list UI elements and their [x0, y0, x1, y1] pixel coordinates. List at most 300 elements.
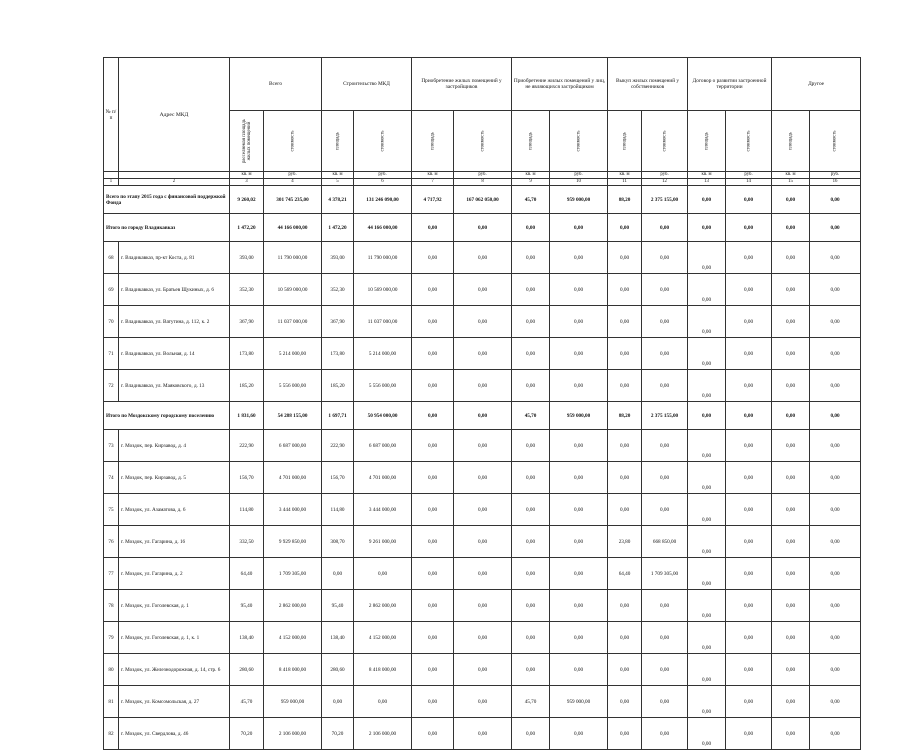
value-cell: 0,00 [512, 242, 550, 274]
value-cell: 0,00 [772, 526, 810, 558]
unit-cell: руб. [550, 172, 608, 179]
value-cell: 0,00 [642, 686, 688, 718]
table-row [104, 370, 861, 402]
resettlement-table [103, 57, 861, 750]
value-cell: 0,00 [642, 338, 688, 370]
group-header-construction: Строительство МКД [322, 58, 412, 111]
value-cell: 95,40 [322, 590, 354, 622]
value-cell: 0,00 [412, 590, 454, 622]
value-cell: 0,00 [454, 306, 512, 338]
column-number: 10 [550, 179, 608, 186]
unit-cell: руб. [810, 172, 861, 179]
value-cell: 0,00 [772, 462, 810, 494]
value-cell: 4 152 000,00 [264, 622, 322, 654]
value-cell: 1 709 305,00 [642, 558, 688, 590]
value-cell: 0,00 [642, 622, 688, 654]
subheader-area: площадь [430, 132, 436, 150]
address-cell: г. Моздок, ул. Азаматова, д. 6 [119, 494, 230, 526]
value-cell: 0,00 [772, 370, 810, 402]
value-cell: 0,00 [454, 590, 512, 622]
value-cell: 1 472,20 [322, 214, 354, 242]
value-cell: 222,90 [230, 430, 264, 462]
value-cell: 2 375 155,00 [642, 186, 688, 214]
group-header-purchase-developers: Приобретение жилых помещений у застройщиков [412, 58, 512, 111]
value-cell: 0,00 [550, 242, 608, 274]
address-cell: г. Моздок, ул. Гагарина, д. 2 [119, 558, 230, 590]
address-cell: г. Моздок, пер. Кирзавод, д. 5 [119, 462, 230, 494]
subheader-cost: стоимость [380, 130, 385, 152]
value-cell: 1 697,71 [322, 402, 354, 430]
value-cell: 156,70 [322, 462, 354, 494]
value-cell: 9 929 850,00 [264, 526, 322, 558]
value-cell: 959 000,00 [264, 686, 322, 718]
value-cell: 0,00 [726, 186, 772, 214]
unit-cell: руб. [726, 172, 772, 179]
value-cell: 0,00 [772, 430, 810, 462]
value-cell: 308,70 [322, 526, 354, 558]
value-cell: 0,00 [688, 558, 726, 590]
value-cell: 0,00 [772, 558, 810, 590]
value-cell: 0,00 [642, 718, 688, 750]
group-header-total: Всего [230, 58, 322, 111]
value-cell: 0,00 [608, 214, 642, 242]
column-number: 12 [642, 179, 688, 186]
value-cell: 0,00 [454, 654, 512, 686]
value-cell: 0,00 [772, 186, 810, 214]
value-cell: 0,00 [608, 718, 642, 750]
value-cell: 0,00 [772, 590, 810, 622]
value-cell: 0,00 [412, 654, 454, 686]
value-cell: 5 556 000,00 [264, 370, 322, 402]
value-cell: 0,00 [726, 306, 772, 338]
column-number: 5 [322, 179, 354, 186]
value-cell: 44 166 000,00 [354, 214, 412, 242]
value-cell: 0,00 [512, 214, 550, 242]
group-header-other: Другое [772, 58, 861, 111]
subtotal-label: Итого по городу Владикавказ [104, 214, 230, 242]
value-cell: 0,00 [810, 654, 861, 686]
value-cell: 0,00 [412, 370, 454, 402]
table-row [104, 430, 861, 462]
subtotal-label: Всего по этапу 2015 года с финансовой поддержкой Фонда [104, 186, 230, 214]
address-cell: г. Моздок, ул. Комсомольская, д. 27 [119, 686, 230, 718]
value-cell: 0,00 [688, 274, 726, 306]
table-row [104, 686, 861, 718]
value-cell: 0,00 [642, 462, 688, 494]
value-cell: 0,00 [608, 462, 642, 494]
value-cell: 0,00 [688, 654, 726, 686]
value-cell: 0,00 [772, 242, 810, 274]
row-number: 72 [104, 370, 119, 402]
table-row [104, 590, 861, 622]
value-cell: 4 378,21 [322, 186, 354, 214]
value-cell: 352,30 [322, 274, 354, 306]
value-cell: 0,00 [512, 370, 550, 402]
address-cell: г. Владикавказ, пр-кт Коста, д. 81 [119, 242, 230, 274]
value-cell: 0,00 [688, 306, 726, 338]
value-cell: 0,00 [688, 494, 726, 526]
column-number: 6 [354, 179, 412, 186]
value-cell: 0,00 [726, 590, 772, 622]
value-cell: 301 745 235,00 [264, 186, 322, 214]
value-cell: 0,00 [772, 402, 810, 430]
value-cell: 0,00 [810, 370, 861, 402]
value-cell: 0,00 [642, 370, 688, 402]
column-number-row [104, 179, 861, 186]
value-cell: 0,00 [454, 242, 512, 274]
value-cell: 88,20 [608, 402, 642, 430]
value-cell: 0,00 [550, 462, 608, 494]
value-cell: 393,00 [230, 242, 264, 274]
value-cell: 0,00 [810, 462, 861, 494]
value-cell: 11 790 000,00 [354, 242, 412, 274]
value-cell: 0,00 [726, 370, 772, 402]
value-cell: 367,90 [230, 306, 264, 338]
value-cell: 131 246 090,00 [354, 186, 412, 214]
value-cell: 0,00 [688, 686, 726, 718]
value-cell: 0,00 [412, 526, 454, 558]
value-cell: 0,00 [412, 306, 454, 338]
row-number: 78 [104, 590, 119, 622]
value-cell: 0,00 [512, 430, 550, 462]
table-row [104, 306, 861, 338]
unit-cell: кв. м [230, 172, 264, 179]
value-cell: 0,00 [772, 494, 810, 526]
value-cell: 0,00 [412, 338, 454, 370]
value-cell: 45,70 [512, 186, 550, 214]
value-cell: 0,00 [412, 274, 454, 306]
value-cell: 0,00 [810, 494, 861, 526]
value-cell: 0,00 [550, 274, 608, 306]
value-cell: 0,00 [810, 590, 861, 622]
subheader-cost: стоимость [290, 130, 295, 152]
group-header-buyout: Выкуп жилых помещений у собственников [608, 58, 688, 111]
document-sheet [103, 57, 840, 750]
column-number: 3 [230, 179, 264, 186]
address-cell: г. Владикавказ, ул. Братьев Щукиных, д. 6 [119, 274, 230, 306]
value-cell: 0,00 [512, 718, 550, 750]
address-cell: г. Моздок, ул. Свердлова, д. 46 [119, 718, 230, 750]
value-cell: 0,00 [550, 718, 608, 750]
value-cell: 0,00 [454, 494, 512, 526]
value-cell: 0,00 [412, 242, 454, 274]
value-cell: 167 062 050,00 [454, 186, 512, 214]
value-cell: 2 106 000,00 [264, 718, 322, 750]
group-header-purchase-non-developers: Приобретение жилых помещений у лиц, не являющихся застройщиком [512, 58, 608, 111]
value-cell: 0,00 [608, 686, 642, 718]
value-cell: 0,00 [688, 526, 726, 558]
value-cell: 0,00 [412, 402, 454, 430]
value-cell: 8 418 000,00 [354, 654, 412, 686]
table-row [104, 622, 861, 654]
value-cell: 0,00 [810, 274, 861, 306]
value-cell: 173,80 [230, 338, 264, 370]
value-cell: 0,00 [688, 402, 726, 430]
value-cell: 0,00 [512, 654, 550, 686]
address-cell: г. Владикавказ, ул. Маяковского, д. 13 [119, 370, 230, 402]
value-cell: 50 954 000,00 [354, 402, 412, 430]
value-cell: 70,20 [230, 718, 264, 750]
value-cell: 4 717,92 [412, 186, 454, 214]
value-cell: 0,00 [810, 430, 861, 462]
address-cell: г. Моздок, ул. Железнодорожная, д. 14, стр. 6 [119, 654, 230, 686]
column-number: 9 [512, 179, 550, 186]
row-number: 69 [104, 274, 119, 306]
value-cell: 0,00 [726, 242, 772, 274]
value-cell: 0,00 [726, 430, 772, 462]
unit-cell: руб. [454, 172, 512, 179]
value-cell: 11 037 000,00 [264, 306, 322, 338]
value-cell: 0,00 [810, 242, 861, 274]
value-cell: 0,00 [550, 494, 608, 526]
number-column-header: № п/п [104, 58, 119, 172]
value-cell: 0,00 [642, 306, 688, 338]
subtotal-label: Итого по Моздокскому городскому поселению [104, 402, 230, 430]
value-cell: 64,40 [230, 558, 264, 590]
value-cell: 0,00 [810, 214, 861, 242]
value-cell: 10 569 000,00 [354, 274, 412, 306]
value-cell: 668 850,00 [642, 526, 688, 558]
units-row [104, 172, 861, 179]
value-cell: 185,20 [322, 370, 354, 402]
value-cell: 0,00 [810, 718, 861, 750]
value-cell: 0,00 [810, 686, 861, 718]
value-cell: 0,00 [642, 274, 688, 306]
value-cell: 5 556 000,00 [354, 370, 412, 402]
address-cell: г. Владикавказ, ул. Вольная, д. 14 [119, 338, 230, 370]
unit-cell: кв. м [688, 172, 726, 179]
value-cell: 0,00 [688, 718, 726, 750]
value-cell: 0,00 [772, 338, 810, 370]
value-cell: 959 000,00 [550, 686, 608, 718]
subheader-area: площадь [528, 132, 534, 150]
value-cell: 0,00 [454, 402, 512, 430]
value-cell: 0,00 [726, 338, 772, 370]
value-cell: 4 152 000,00 [354, 622, 412, 654]
value-cell: 0,00 [550, 214, 608, 242]
group-header-territory-development: Договор о развитии застроенной территории [688, 58, 772, 111]
value-cell: 0,00 [354, 558, 412, 590]
unit-cell: кв. м [512, 172, 550, 179]
value-cell: 0,00 [454, 462, 512, 494]
value-cell: 0,00 [810, 622, 861, 654]
value-cell: 0,00 [772, 306, 810, 338]
value-cell: 0,00 [322, 686, 354, 718]
address-cell: г. Моздок, ул. Гоголевская, д. 1, к. 1 [119, 622, 230, 654]
value-cell: 0,00 [608, 494, 642, 526]
value-cell: 0,00 [688, 622, 726, 654]
table-row [104, 654, 861, 686]
value-cell: 0,00 [454, 622, 512, 654]
table-header [104, 58, 861, 186]
value-cell: 0,00 [512, 306, 550, 338]
value-cell: 2 106 000,00 [354, 718, 412, 750]
value-cell: 9 261 000,00 [354, 526, 412, 558]
value-cell: 0,00 [454, 526, 512, 558]
value-cell: 0,00 [810, 558, 861, 590]
value-cell: 0,00 [454, 686, 512, 718]
value-cell: 0,00 [688, 242, 726, 274]
value-cell: 0,00 [688, 430, 726, 462]
value-cell: 0,00 [412, 214, 454, 242]
row-number: 77 [104, 558, 119, 590]
value-cell: 0,00 [454, 718, 512, 750]
value-cell: 0,00 [772, 718, 810, 750]
value-cell: 0,00 [608, 274, 642, 306]
unit-cell: руб. [354, 172, 412, 179]
row-number: 76 [104, 526, 119, 558]
value-cell: 0,00 [550, 622, 608, 654]
value-cell: 0,00 [726, 526, 772, 558]
value-cell: 0,00 [810, 186, 861, 214]
value-cell: 0,00 [550, 558, 608, 590]
value-cell: 45,70 [230, 686, 264, 718]
value-cell: 0,00 [608, 242, 642, 274]
unit-cell: кв. м [772, 172, 810, 179]
value-cell: 0,00 [608, 622, 642, 654]
value-cell: 8 418 000,00 [264, 654, 322, 686]
value-cell: 0,00 [642, 590, 688, 622]
subheader-area: площадь [622, 132, 628, 150]
row-number: 80 [104, 654, 119, 686]
value-cell: 959 000,00 [550, 402, 608, 430]
value-cell: 1 831,60 [230, 402, 264, 430]
table-body [104, 186, 861, 750]
value-cell: 114,80 [230, 494, 264, 526]
value-cell: 0,00 [726, 214, 772, 242]
value-cell: 3 444 000,00 [264, 494, 322, 526]
value-cell: 0,00 [550, 306, 608, 338]
value-cell: 173,80 [322, 338, 354, 370]
value-cell: 9 260,02 [230, 186, 264, 214]
value-cell: 0,00 [550, 526, 608, 558]
value-cell: 185,20 [230, 370, 264, 402]
value-cell: 959 000,00 [550, 186, 608, 214]
value-cell: 0,00 [412, 686, 454, 718]
value-cell: 70,20 [322, 718, 354, 750]
value-cell: 114,80 [322, 494, 354, 526]
value-cell: 3 444 000,00 [354, 494, 412, 526]
value-cell: 156,70 [230, 462, 264, 494]
value-cell: 0,00 [512, 274, 550, 306]
subheader-cost: стоимость [662, 130, 668, 152]
value-cell: 0,00 [688, 370, 726, 402]
column-number: 11 [608, 179, 642, 186]
subheader-area: площадь [788, 132, 794, 150]
table-row [104, 526, 861, 558]
value-cell: 0,00 [688, 214, 726, 242]
row-number: 74 [104, 462, 119, 494]
subheader-cost: стоимость [480, 130, 486, 152]
subheader-total-area: расселяемая площадь жилых помещений [241, 118, 252, 164]
value-cell: 88,20 [608, 186, 642, 214]
value-cell: 0,00 [726, 686, 772, 718]
value-cell: 0,00 [512, 494, 550, 526]
value-cell: 0,00 [550, 590, 608, 622]
value-cell: 332,50 [230, 526, 264, 558]
table-row [104, 462, 861, 494]
address-column-header: Адрес МКД [119, 58, 230, 172]
subheader-area: площадь [704, 132, 710, 150]
value-cell: 0,00 [772, 686, 810, 718]
value-cell: 0,00 [726, 494, 772, 526]
value-cell: 2 375 155,00 [642, 402, 688, 430]
value-cell: 0,00 [550, 338, 608, 370]
table-row [104, 494, 861, 526]
row-number: 68 [104, 242, 119, 274]
value-cell: 0,00 [810, 526, 861, 558]
value-cell: 0,00 [772, 654, 810, 686]
value-cell: 0,00 [810, 306, 861, 338]
value-cell: 0,00 [608, 370, 642, 402]
unit-cell: руб. [642, 172, 688, 179]
value-cell: 0,00 [726, 558, 772, 590]
value-cell: 5 214 000,00 [264, 338, 322, 370]
value-cell: 0,00 [688, 186, 726, 214]
value-cell: 4 701 000,00 [264, 462, 322, 494]
value-cell: 0,00 [322, 558, 354, 590]
value-cell: 0,00 [642, 214, 688, 242]
unit-cell: кв. м [412, 172, 454, 179]
value-cell: 280,60 [230, 654, 264, 686]
value-cell: 0,00 [810, 402, 861, 430]
address-cell: г. Владикавказ, ул. Ватутина, д. 112, к. 2 [119, 306, 230, 338]
value-cell: 10 569 000,00 [264, 274, 322, 306]
value-cell: 0,00 [354, 686, 412, 718]
value-cell: 0,00 [642, 242, 688, 274]
value-cell: 0,00 [642, 654, 688, 686]
address-cell: г. Моздок, ул. Гоголевская, д. 1 [119, 590, 230, 622]
value-cell: 2 862 000,00 [264, 590, 322, 622]
value-cell: 0,00 [688, 590, 726, 622]
value-cell: 0,00 [726, 654, 772, 686]
subheader-area: площадь [335, 132, 340, 150]
value-cell: 367,90 [322, 306, 354, 338]
value-cell: 0,00 [412, 558, 454, 590]
value-cell: 11 790 000,00 [264, 242, 322, 274]
value-cell: 0,00 [550, 430, 608, 462]
value-cell: 0,00 [726, 622, 772, 654]
value-cell: 45,70 [512, 402, 550, 430]
column-number: 14 [726, 179, 772, 186]
column-number: 4 [264, 179, 322, 186]
subheader-cost: стоимость [746, 130, 752, 152]
table-row [104, 274, 861, 306]
table-row [104, 242, 861, 274]
value-cell: 0,00 [642, 430, 688, 462]
subtotal-row [104, 214, 861, 242]
column-number: 15 [772, 179, 810, 186]
column-number: 13 [688, 179, 726, 186]
subtotal-row [104, 402, 861, 430]
value-cell: 0,00 [454, 430, 512, 462]
value-cell: 1 472,20 [230, 214, 264, 242]
address-cell: г. Моздок, ул. Гагарина, д. 16 [119, 526, 230, 558]
value-cell: 0,00 [608, 338, 642, 370]
value-cell: 0,00 [608, 430, 642, 462]
value-cell: 6 687 000,00 [354, 430, 412, 462]
value-cell: 0,00 [512, 338, 550, 370]
column-number: 2 [119, 179, 230, 186]
value-cell: 6 687 000,00 [264, 430, 322, 462]
value-cell: 0,00 [550, 654, 608, 686]
row-number: 82 [104, 718, 119, 750]
value-cell: 0,00 [642, 494, 688, 526]
value-cell: 45,70 [512, 686, 550, 718]
subtotal-row [104, 186, 861, 214]
address-cell: г. Моздок, пер. Кирзавод, д. 4 [119, 430, 230, 462]
table-row [104, 558, 861, 590]
